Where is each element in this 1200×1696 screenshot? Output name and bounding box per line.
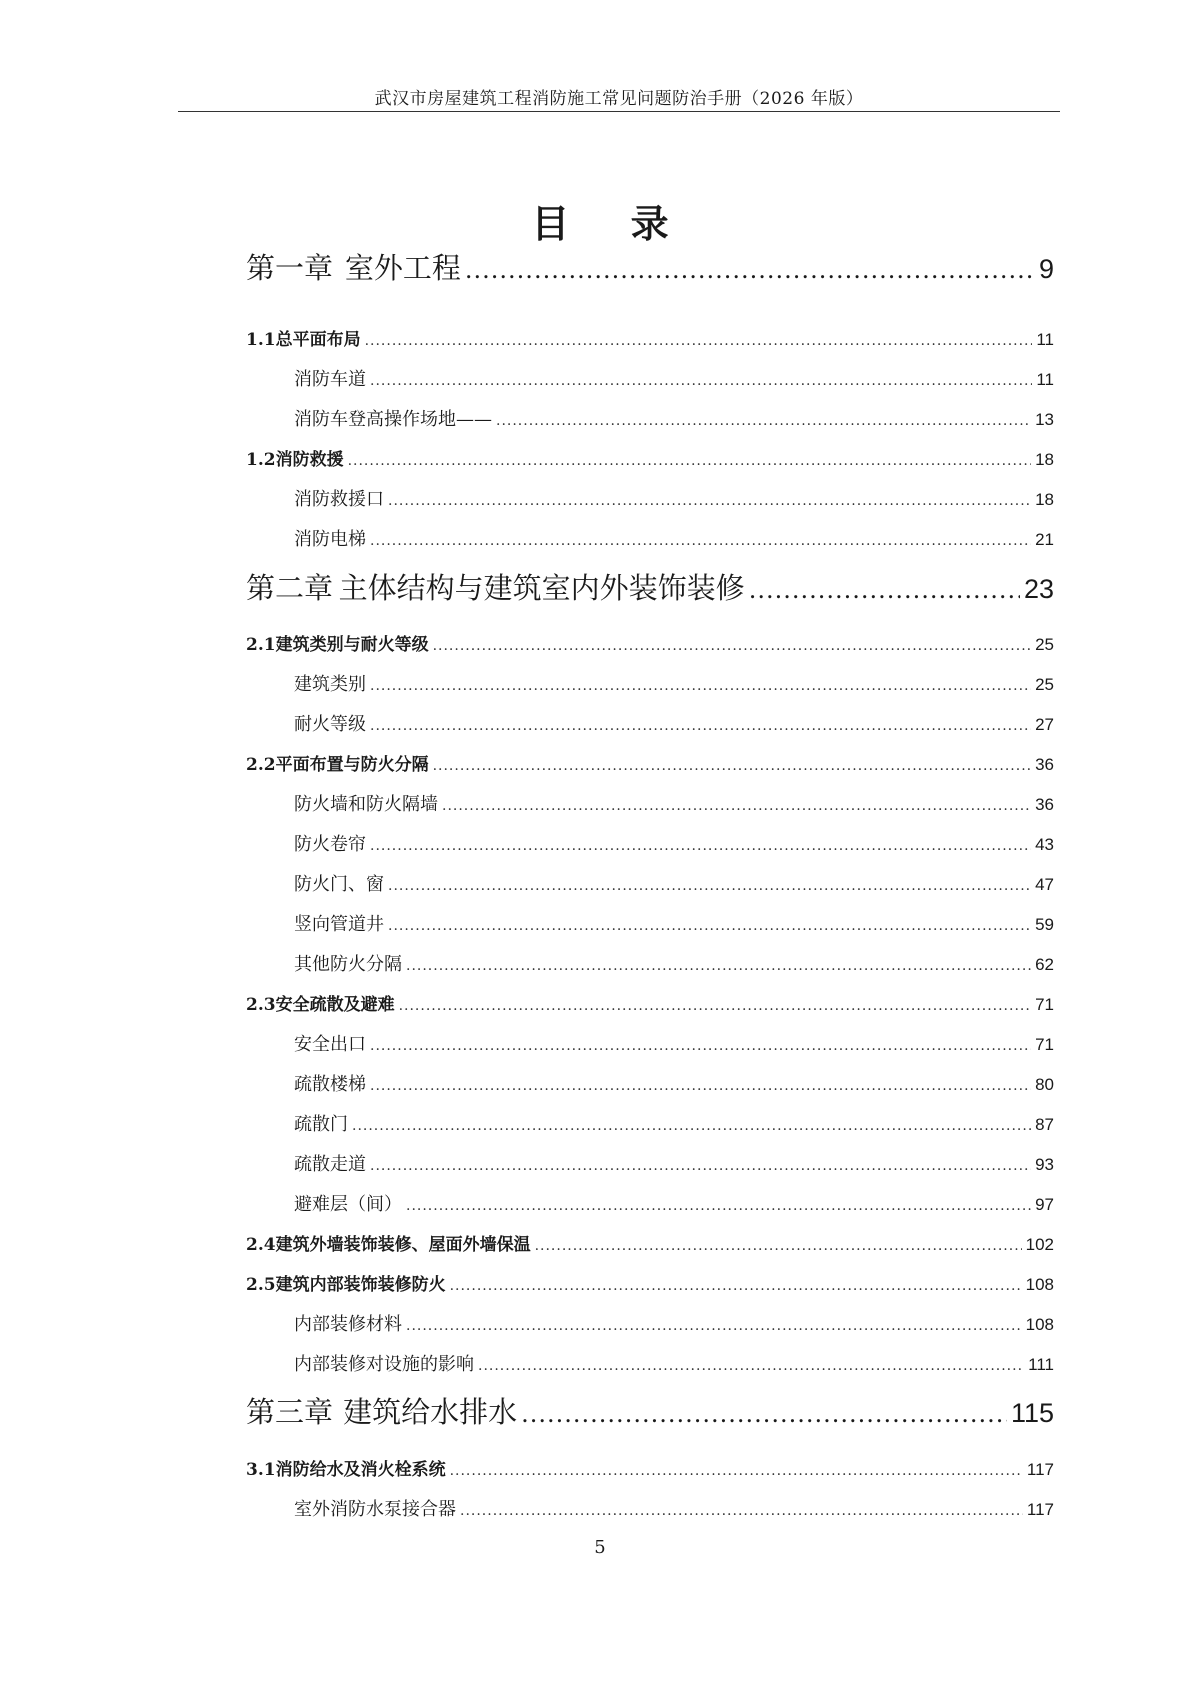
section-title: 消防救援 bbox=[275, 450, 344, 470]
page-ref: 62 bbox=[1035, 955, 1054, 974]
page-ref: 21 bbox=[1035, 530, 1054, 549]
toc-chapter[interactable] bbox=[246, 1390, 1054, 1430]
toc-section[interactable] bbox=[246, 1455, 1054, 1481]
page-ref: 108 bbox=[1025, 1275, 1054, 1294]
dot-leader bbox=[450, 1278, 1022, 1294]
chapter-number: 第一章 bbox=[246, 251, 334, 285]
toc-item[interactable] bbox=[294, 525, 1054, 551]
dot-leader bbox=[399, 998, 1032, 1014]
page-ref: 117 bbox=[1026, 1500, 1054, 1519]
toc-item[interactable] bbox=[294, 405, 1054, 431]
page-ref: 71 bbox=[1035, 995, 1054, 1014]
dot-leader bbox=[406, 1198, 1031, 1214]
toc-item[interactable] bbox=[294, 1110, 1054, 1136]
page-ref: 108 bbox=[1025, 1315, 1054, 1334]
item-title: 消防救援口 bbox=[294, 489, 384, 510]
page-ref: 59 bbox=[1035, 915, 1054, 934]
item-title: 疏散门 bbox=[294, 1114, 348, 1135]
toc-section[interactable] bbox=[246, 445, 1054, 471]
item-title: 室外消防水泵接合器 bbox=[294, 1499, 456, 1520]
dot-leader bbox=[433, 758, 1032, 774]
toc-section[interactable] bbox=[246, 1270, 1054, 1296]
chapter-number: 第二章 bbox=[246, 571, 334, 605]
dot-leader bbox=[465, 256, 1035, 284]
toc-chapter[interactable] bbox=[246, 246, 1054, 286]
dot-leader bbox=[749, 576, 1020, 604]
item-title: 内部装修对设施的影响 bbox=[294, 1354, 474, 1375]
chapter-title: 建筑给水排水 bbox=[343, 1395, 518, 1429]
dot-leader bbox=[478, 1358, 1024, 1374]
page-ref: 71 bbox=[1035, 1035, 1054, 1054]
item-title: 竖向管道井 bbox=[294, 914, 384, 935]
dot-leader bbox=[450, 1463, 1023, 1479]
section-title: 总平面布局 bbox=[275, 330, 361, 350]
toc-item[interactable] bbox=[294, 870, 1054, 896]
item-title: 安全出口 bbox=[294, 1034, 366, 1055]
page-ref: 97 bbox=[1035, 1195, 1054, 1214]
toc-item[interactable] bbox=[294, 1150, 1054, 1176]
dot-leader bbox=[535, 1238, 1022, 1254]
running-header: 武汉市房屋建筑工程消防施工常见问题防治手册（2026 年版） bbox=[374, 89, 864, 109]
dot-leader bbox=[521, 1400, 1007, 1428]
dot-leader bbox=[406, 958, 1031, 974]
page-ref: 23 bbox=[1023, 574, 1054, 604]
page-ref: 93 bbox=[1035, 1155, 1054, 1174]
section-number: 2.5 bbox=[246, 1275, 276, 1295]
page-ref: 25 bbox=[1035, 675, 1054, 694]
page-ref: 36 bbox=[1035, 795, 1054, 814]
item-title: 疏散走道 bbox=[294, 1154, 366, 1175]
toc-item[interactable] bbox=[294, 1495, 1054, 1521]
page-ref: 11 bbox=[1036, 330, 1054, 349]
page-ref: 27 bbox=[1035, 715, 1054, 734]
page-ref: 87 bbox=[1035, 1115, 1054, 1134]
dot-leader bbox=[433, 638, 1032, 654]
toc-item[interactable] bbox=[294, 910, 1054, 936]
item-title: 耐火等级 bbox=[294, 714, 366, 735]
item-title: 防火墙和防火隔墙 bbox=[294, 794, 438, 815]
section-number: 2.1 bbox=[246, 635, 276, 655]
dot-leader bbox=[406, 1318, 1022, 1334]
toc-item[interactable] bbox=[294, 1030, 1054, 1056]
toc-item[interactable] bbox=[294, 1190, 1054, 1216]
section-title: 建筑外墙装饰装修、屋面外墙保温 bbox=[275, 1235, 531, 1255]
page-ref: 18 bbox=[1035, 490, 1054, 509]
dot-leader bbox=[370, 533, 1031, 549]
item-title: 其他防火分隔 bbox=[294, 954, 402, 975]
item-title: 内部装修材料 bbox=[294, 1314, 402, 1335]
section-title: 消防给水及消火栓系统 bbox=[275, 1460, 446, 1480]
toc-item[interactable] bbox=[294, 365, 1054, 391]
toc-section[interactable] bbox=[246, 990, 1054, 1016]
dot-leader bbox=[370, 373, 1032, 389]
page-number: 5 bbox=[594, 1537, 606, 1558]
page-ref: 18 bbox=[1035, 450, 1054, 469]
page-ref: 43 bbox=[1035, 835, 1054, 854]
page-ref: 13 bbox=[1035, 410, 1054, 429]
toc-item[interactable] bbox=[294, 1310, 1054, 1336]
item-title: 疏散楼梯 bbox=[294, 1074, 366, 1095]
chapter-title: 主体结构与建筑室内外装饰装修 bbox=[338, 571, 745, 605]
toc-chapter[interactable] bbox=[246, 566, 1054, 606]
item-title: 消防车道 bbox=[294, 369, 366, 390]
dot-leader bbox=[388, 878, 1031, 894]
section-number: 3.1 bbox=[246, 1460, 276, 1480]
page-title: 目 录 bbox=[531, 201, 693, 246]
toc-item[interactable] bbox=[294, 950, 1054, 976]
item-title: 防火卷帘 bbox=[294, 834, 366, 855]
toc-section[interactable] bbox=[246, 750, 1054, 776]
page-ref: 117 bbox=[1026, 1460, 1054, 1479]
toc-item[interactable] bbox=[294, 670, 1054, 696]
page-ref: 80 bbox=[1035, 1075, 1054, 1094]
dot-leader bbox=[348, 453, 1032, 469]
section-number: 1.1 bbox=[246, 330, 276, 350]
item-title: 消防电梯 bbox=[294, 529, 366, 550]
item-title: 消防车登高操作场地—— bbox=[294, 409, 492, 430]
toc-section[interactable] bbox=[246, 630, 1054, 656]
toc-item[interactable] bbox=[294, 1070, 1054, 1096]
toc-item[interactable] bbox=[294, 830, 1054, 856]
page-ref: 115 bbox=[1010, 1398, 1054, 1428]
section-number: 2.3 bbox=[246, 995, 276, 1015]
dot-leader bbox=[496, 413, 1031, 429]
dot-leader bbox=[365, 333, 1033, 349]
item-title: 建筑类别 bbox=[294, 674, 366, 695]
toc-section[interactable] bbox=[246, 1230, 1054, 1256]
dot-leader bbox=[388, 493, 1031, 509]
dot-leader bbox=[370, 1078, 1031, 1094]
dot-leader bbox=[370, 838, 1031, 854]
toc-item[interactable] bbox=[294, 485, 1054, 511]
toc-item[interactable] bbox=[294, 1350, 1054, 1376]
section-number: 2.2 bbox=[246, 755, 276, 775]
dot-leader bbox=[370, 1158, 1031, 1174]
toc-section[interactable] bbox=[246, 325, 1054, 351]
dot-leader bbox=[442, 798, 1031, 814]
dot-leader bbox=[388, 918, 1031, 934]
dot-leader bbox=[370, 678, 1031, 694]
section-title: 建筑类别与耐火等级 bbox=[275, 635, 429, 655]
page-ref: 47 bbox=[1035, 875, 1054, 894]
page-ref: 36 bbox=[1035, 755, 1054, 774]
page-ref: 102 bbox=[1025, 1235, 1054, 1254]
dot-leader bbox=[370, 1038, 1031, 1054]
section-number: 2.4 bbox=[246, 1235, 276, 1255]
dot-leader bbox=[352, 1118, 1031, 1134]
section-number: 1.2 bbox=[246, 450, 276, 470]
chapter-title: 室外工程 bbox=[344, 251, 461, 285]
page-ref: 9 bbox=[1038, 254, 1054, 284]
dot-leader bbox=[460, 1503, 1023, 1519]
toc-item[interactable] bbox=[294, 790, 1054, 816]
dot-leader bbox=[370, 718, 1031, 734]
page-ref: 111 bbox=[1028, 1355, 1054, 1374]
item-title: 防火门、窗 bbox=[294, 874, 384, 895]
item-title: 避难层（间） bbox=[294, 1194, 402, 1215]
section-title: 建筑内部装饰装修防火 bbox=[275, 1275, 446, 1295]
page-ref: 11 bbox=[1036, 370, 1054, 389]
page-ref: 25 bbox=[1035, 635, 1054, 654]
toc-item[interactable] bbox=[294, 710, 1054, 736]
section-title: 安全疏散及避难 bbox=[275, 995, 395, 1015]
header-divider bbox=[178, 111, 1060, 112]
section-title: 平面布置与防火分隔 bbox=[275, 755, 429, 775]
chapter-number: 第三章 bbox=[246, 1395, 334, 1429]
